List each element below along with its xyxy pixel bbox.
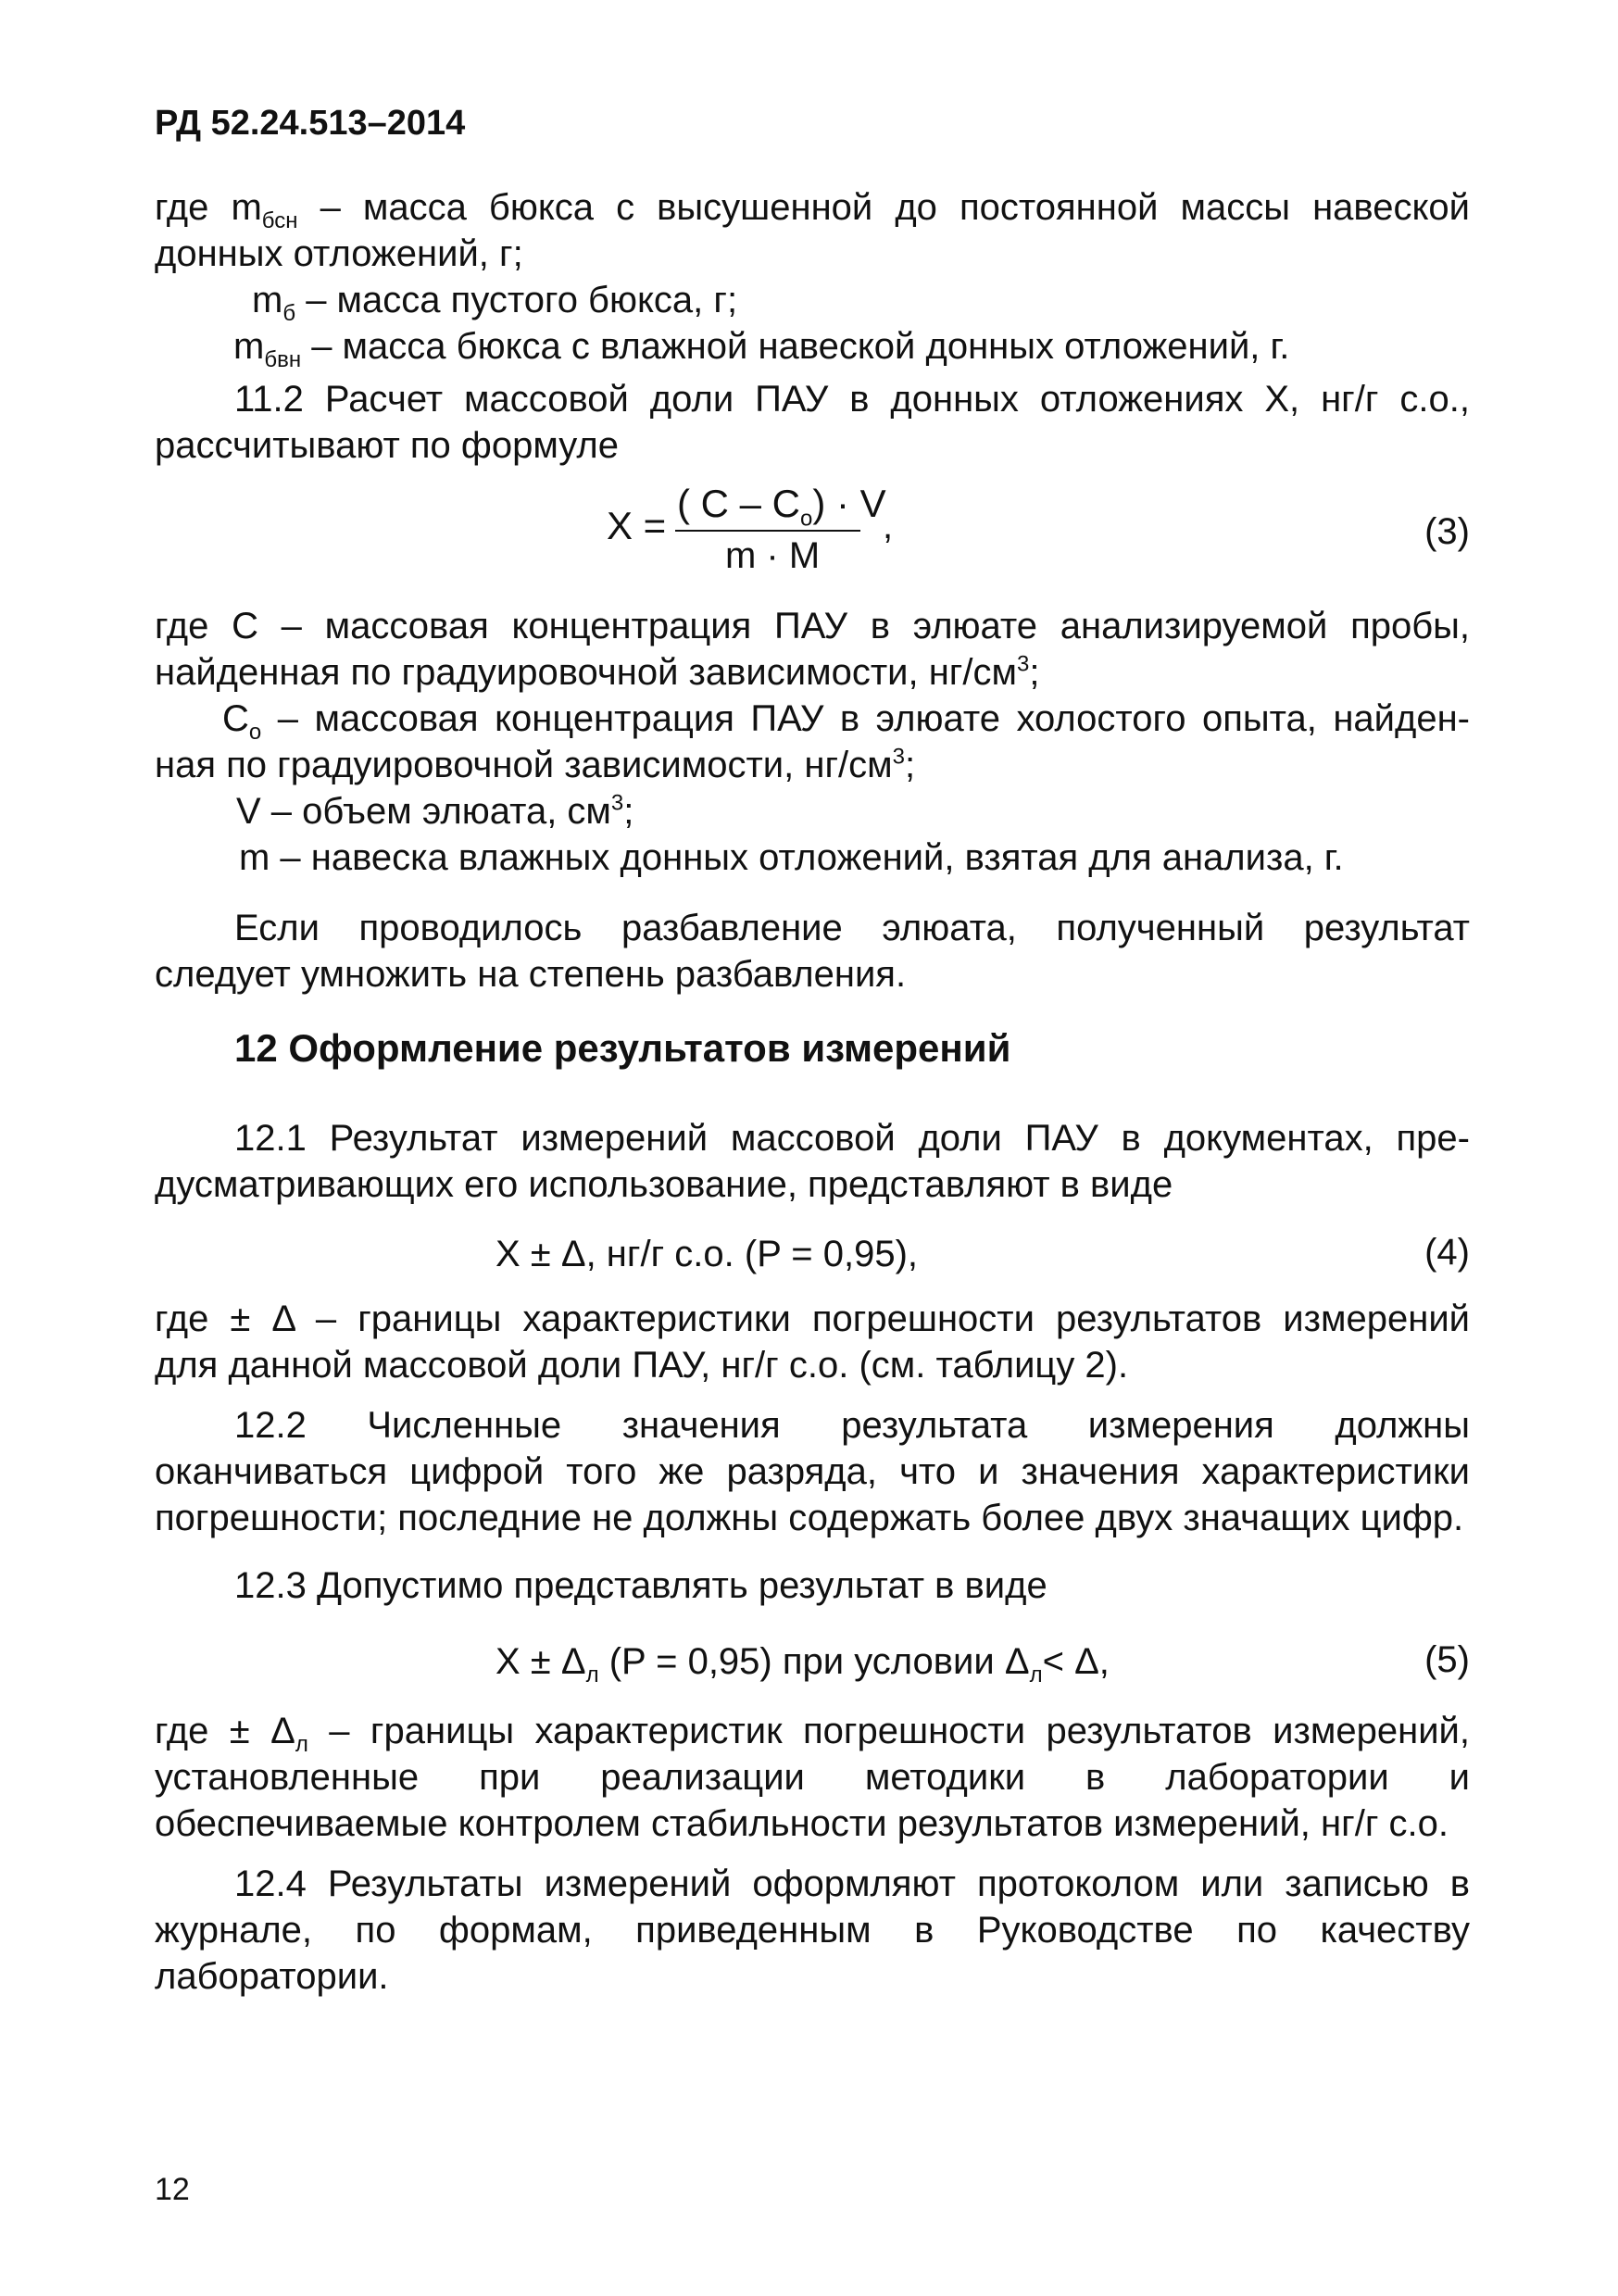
p12-2-line2: оканчиваться цифрой того же разряда, что и значения характеристики	[155, 1451, 1470, 1492]
where2-line2: найденная по градуировочной зависимости, $нг/см^3$;	[155, 651, 1040, 693]
dilution-line2: следует умножить на степень разбавления.	[155, 954, 907, 995]
where1-line4: $m_{бвн}$ – масса бюкса с влажной навеской донных отложений, г.	[233, 326, 1290, 372]
p11-2-line2: рассчитывают по формуле	[155, 425, 619, 466]
where2-line4: ная по градуировочной зависимости, $нг/см^3$;	[155, 744, 916, 785]
where4-line1: где ± $\Delta_л$ – границы характеристик погрешности результатов измерений,	[155, 1711, 1470, 1757]
section-heading: 12 Оформление результатов измерений	[234, 1026, 1011, 1070]
p12-1-line1: 12.1 Результат измерений массовой доли ПАУ в документах, пре-	[234, 1118, 1470, 1159]
where2-line6: m – навеска влажных донных отложений, взятая для анализа, г.	[239, 837, 1344, 878]
p12-4-line3: лаборатории.	[155, 1956, 389, 1997]
page-number: 12	[155, 2172, 190, 2207]
formula-3-numerator: ( $C - C_o) \cdot V$	[677, 482, 886, 532]
where4-line3: обеспечиваемые контролем стабильности результатов измерений, нг/г с.о.	[155, 1803, 1449, 1844]
where1-line3: $m_б$ – масса пустого бюкса, г;	[252, 280, 738, 326]
where1-line2: донных отложений, г;	[155, 233, 523, 274]
where1-line1: где $m_{бсн}$ – масса бюкса с высушенной до постоянной массы навеской	[155, 187, 1470, 233]
where2-line3: $C_o$ – массовая концентрация ПАУ в элюате холостого опыта, найден-	[222, 698, 1470, 745]
formula-5: $X \pm \Delta_л$ (P = 0,95) при условии $\Delta_л< \Delta$,	[495, 1641, 1110, 1687]
p12-2-line3: погрешности; последние не должны содержать более двух значащих цифр.	[155, 1498, 1464, 1538]
formula-3-denominator: m · M	[725, 535, 821, 576]
where2-line1: где C – массовая концентрация ПАУ в элюате анализируемой пробы,	[155, 606, 1470, 646]
p12-3-line1: 12.3 Допустимо представлять результат в виде	[234, 1565, 1047, 1606]
where4-line2: установленные при реализации методики в лаборатории и	[155, 1757, 1470, 1798]
formula-3-number: (3)	[1424, 511, 1470, 552]
where3-line1: где ± Δ – границы характеристики погрешности результатов измерений	[155, 1299, 1470, 1339]
p12-4-line1: 12.4 Результаты измерений оформляют протоколом или записью в	[234, 1863, 1470, 1904]
formula-4: X ± Δ, нг/г с.о. (P = 0,95),	[495, 1234, 919, 1274]
fraction-bar	[675, 530, 860, 532]
p12-1-line2: дусматривающих его использование, представляют в виде	[155, 1164, 1173, 1205]
formula-5-number: (5)	[1424, 1639, 1470, 1680]
document-header: РД 52.24.513–2014	[155, 104, 466, 143]
p12-2-line1: 12.2 Численные значения результата измерения должны	[234, 1405, 1470, 1446]
p11-2-line1: 11.2 Расчет массовой доли ПАУ в донных отложениях X, нг/г с.о.,	[234, 379, 1470, 420]
formula-4-number: (4)	[1424, 1232, 1470, 1273]
formula-3-lhs: X =	[607, 504, 667, 547]
formula-3	[607, 482, 1218, 593]
formula-3-comma: ,	[883, 506, 894, 546]
where3-line2: для данной массовой доли ПАУ, нг/г с.о. (см. таблицу 2).	[155, 1345, 1129, 1386]
p12-4-line2: журнале, по формам, приведенным в Руководстве по качеству	[155, 1910, 1470, 1951]
where2-line5: V – объем элюата, $см^3$;	[236, 790, 634, 832]
dilution-line1: Если проводилось разбавление элюата, полученный результат	[234, 908, 1470, 948]
